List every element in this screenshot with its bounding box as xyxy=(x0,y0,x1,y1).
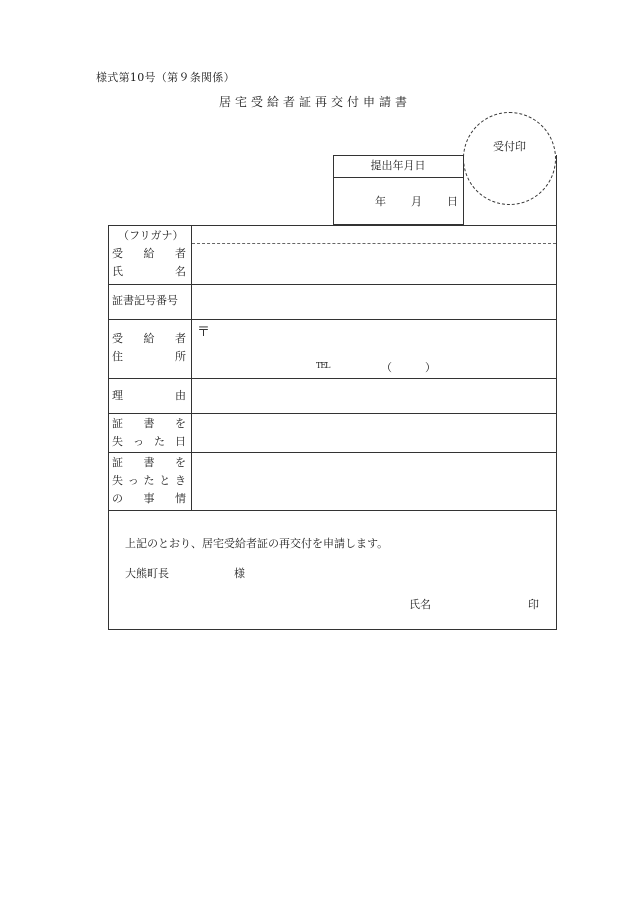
label-char: 者 xyxy=(175,247,186,260)
label-char: た xyxy=(154,435,165,448)
seal-label: 印 xyxy=(528,598,539,611)
lost-date-label xyxy=(112,415,186,451)
tel-label: TEL xyxy=(316,361,330,370)
label-char: 証 xyxy=(112,456,123,469)
label-char: 証 xyxy=(112,417,123,430)
label-char: き xyxy=(175,474,186,487)
date-box-divider xyxy=(463,155,464,225)
certificate-number-label: 証書記号番号 xyxy=(112,294,178,307)
reason-label xyxy=(112,387,186,405)
lost-circumstances-label xyxy=(112,454,186,508)
label-char: を xyxy=(175,456,186,469)
label-char: 失 xyxy=(112,474,123,487)
label-char: 受 xyxy=(112,332,123,345)
row-divider xyxy=(108,413,557,414)
reception-stamp-circle xyxy=(463,112,556,205)
label-char: た xyxy=(143,474,155,487)
recipient-address-label xyxy=(112,330,186,366)
furigana-label: （フリガナ） xyxy=(118,229,184,242)
date-year-label: 年 xyxy=(375,195,386,208)
form-number: 様式第10号（第９条関係） xyxy=(96,71,235,84)
tel-parentheses: （ ） xyxy=(381,361,436,374)
submission-date-heading: 提出年月日 xyxy=(333,155,463,178)
label-char: 日 xyxy=(175,435,186,448)
label-char: 由 xyxy=(175,389,186,402)
row-divider xyxy=(108,510,557,511)
label-char: 名 xyxy=(175,265,186,278)
row-divider xyxy=(108,452,557,453)
recipient-name-label xyxy=(112,245,186,281)
label-char: っ xyxy=(127,474,139,487)
label-char: 書 xyxy=(143,456,155,469)
stamp-area-right-border xyxy=(556,155,557,225)
addressee: 大熊町長 xyxy=(125,567,169,580)
label-char: 氏 xyxy=(112,265,123,278)
label-char: 住 xyxy=(112,350,123,363)
label-char: 失 xyxy=(112,435,123,448)
label-char: っ xyxy=(133,435,144,448)
form-title: 居宅受給者証再交付申請書 xyxy=(218,95,411,109)
label-char: と xyxy=(159,474,171,487)
applicant-name-label: 氏名 xyxy=(409,598,431,611)
label-char: 書 xyxy=(143,417,155,430)
row-divider xyxy=(108,319,557,320)
label-char: 受 xyxy=(112,247,123,260)
label-char: 給 xyxy=(143,247,155,260)
date-month-label: 月 xyxy=(411,195,422,208)
label-char: 理 xyxy=(112,389,123,402)
label-char: の xyxy=(112,492,123,505)
label-column-divider xyxy=(191,225,192,511)
label-char: 給 xyxy=(143,332,155,345)
label-char: 情 xyxy=(175,492,186,505)
furigana-dashed-divider xyxy=(192,243,556,244)
reception-stamp-label: 受付印 xyxy=(493,140,526,153)
addressee-honorific: 様 xyxy=(234,567,245,580)
postal-mark: 〒 xyxy=(197,325,211,340)
date-day-label: 日 xyxy=(447,195,458,208)
label-char: 事 xyxy=(143,492,155,505)
label-char: を xyxy=(175,417,186,430)
row-divider xyxy=(108,378,557,379)
label-char: 者 xyxy=(175,332,186,345)
declaration-statement: 上記のとおり、居宅受給者証の再交付を申請します。 xyxy=(125,537,389,550)
row-divider xyxy=(108,284,557,285)
label-char: 所 xyxy=(175,350,186,363)
